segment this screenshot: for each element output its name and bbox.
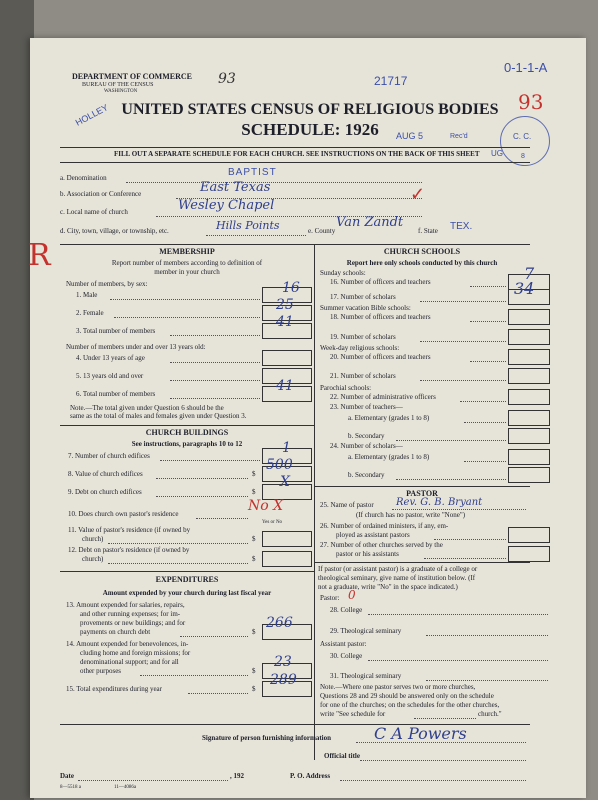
membership-heading: MEMBERSHIP: [159, 247, 215, 256]
holley-stamp: HOLLEY: [73, 102, 110, 128]
county-label: e. County: [308, 227, 336, 235]
q31-line: [426, 680, 548, 681]
dept-name: DEPARTMENT OF COMMERCE: [72, 72, 193, 81]
q24b-box: [508, 467, 550, 483]
q24a-label: a. Elementary (grades 1 to 8): [348, 453, 430, 461]
church-name-label: c. Local name of church: [60, 208, 128, 216]
q7-value: 1: [282, 440, 291, 456]
q15-value: 289: [270, 672, 297, 688]
q14-value: 23: [274, 654, 292, 670]
membership-intro-1: Report number of members according to definition of: [111, 259, 263, 267]
q26-label-2: ployed as assistant pastors: [336, 531, 410, 539]
state-label: f. State: [418, 227, 438, 235]
q14-dollar: $: [252, 667, 256, 675]
q14-label-2: cluding home and foreign missions; for: [80, 649, 191, 657]
pastor-grad-value: 0: [348, 588, 356, 602]
weekday-label: Week-day religious schools:: [320, 344, 400, 352]
sunday-label: Sunday schools:: [320, 269, 366, 277]
q13-label-4: payments on church debt: [80, 628, 151, 636]
q16-value: 7: [524, 264, 535, 283]
ident-divider: [60, 244, 530, 245]
q9-label: 9. Debt on church edifices: [68, 488, 142, 496]
q23a-line: [464, 422, 506, 423]
q9-value: X: [280, 474, 290, 490]
age-label: Number of members under and over 13 years old:: [66, 343, 206, 351]
buildings-divider: [60, 571, 314, 572]
church-name-value: Wesley Chapel: [178, 198, 275, 213]
pastor-note-1: Note.—Where one pastor serves two or more churches,: [320, 683, 476, 691]
q18-box: [508, 309, 550, 325]
buildings-sub: See instructions, paragraphs 10 to 12: [131, 440, 243, 448]
state-value: TEX.: [450, 221, 473, 232]
q19-line: [420, 341, 506, 342]
membership-divider: [60, 425, 314, 426]
red-checkmark: ✓: [410, 184, 426, 204]
received-label: Rec'd: [450, 133, 468, 140]
schools-divider: [314, 486, 530, 487]
association-value: East Texas: [200, 180, 271, 195]
schools-sub: Report here only schools conducted by this church: [346, 259, 498, 267]
q10-hint: Yes or No: [262, 520, 283, 525]
q30-line: [368, 660, 548, 661]
association-label: b. Association or Conference: [60, 190, 142, 198]
q13-value: 266: [266, 615, 293, 631]
q9-dollar: $: [252, 488, 256, 496]
q26-label-1: 26. Number of ordained ministers, if any, em-: [320, 522, 449, 530]
instructions-divider: [60, 162, 530, 163]
q19-box: [508, 329, 550, 345]
date-line: [78, 780, 228, 781]
margin-mark-r: R: [28, 238, 51, 273]
q30-label: 30. College: [330, 652, 363, 660]
date-year: , 192: [230, 772, 244, 780]
q25-hint: (If church has no pastor, write "None"): [356, 511, 466, 519]
q5-line: [170, 380, 260, 381]
q16-label: 16. Number of officers and teachers: [330, 278, 431, 286]
q12-box: [262, 551, 312, 567]
q8-value: 500: [266, 457, 293, 473]
received-date-stamp: AUG 5: [396, 131, 424, 141]
background-strip: [0, 0, 34, 800]
q3-label: 3. Total number of members: [76, 327, 156, 335]
q2-value: 25: [276, 297, 294, 313]
q29-line: [426, 635, 548, 636]
q11-dollar: $: [252, 535, 256, 543]
aug-stamp: UG: [491, 149, 503, 158]
q4-box: [262, 350, 312, 366]
q15-label: 15. Total expenditures during year: [66, 685, 162, 693]
signature-value: C A Powers: [374, 724, 467, 743]
q10-value: No X: [248, 498, 284, 514]
pastor-note-5: church.": [478, 710, 502, 718]
q12-label-2: church): [82, 555, 104, 563]
q18-line: [470, 321, 506, 322]
q7-label: 7. Number of church edifices: [68, 452, 150, 460]
q10-label: 10. Does church own pastor's residence: [68, 510, 179, 518]
q24a-box: [508, 449, 550, 465]
pastor-heading: PASTOR: [406, 489, 438, 498]
q27-label-2: pastor or his assistants: [336, 550, 399, 558]
q27-box: [508, 546, 550, 562]
q14-line: [140, 675, 248, 676]
denomination-value: BAPTIST: [228, 167, 277, 178]
q22-box: [508, 389, 550, 405]
stamp-number: 21717: [374, 74, 408, 88]
q14-label-4: other purposes: [80, 667, 122, 675]
q28-line: [368, 614, 548, 615]
q8-dollar: $: [252, 470, 256, 478]
q4-line: [170, 362, 260, 363]
expenditures-heading: EXPENDITURES: [155, 575, 219, 584]
q26-box: [508, 527, 550, 543]
city-line: [206, 235, 306, 236]
pastor-note-line: [414, 718, 476, 719]
q6-line: [170, 398, 260, 399]
pastor-subheading: Pastor:: [320, 594, 340, 602]
q20-label: 20. Number of officers and teachers: [330, 353, 431, 361]
q27-label-1: 27. Number of other churches served by the: [320, 541, 443, 549]
asst-subheading: Assistant pastor:: [320, 640, 367, 648]
q23a-label: a. Elementary (grades 1 to 8): [348, 414, 430, 422]
city-label: d. City, town, village, or township, etc.: [60, 227, 169, 235]
q11-label-2: church): [82, 535, 104, 543]
q13-dollar: $: [252, 628, 256, 636]
q26-line: [434, 539, 506, 540]
q23b-label: b. Secondary: [348, 432, 385, 440]
membership-note-2: same as the total of males and females given under Question 3.: [70, 412, 247, 420]
pastor-note-3: for one of the churches; on the schedules for the other churches,: [320, 701, 500, 709]
q23a-box: [508, 410, 550, 426]
q23-label: 23. Number of teachers—: [330, 403, 403, 411]
q14-label-3: denominational support; and for all: [80, 658, 179, 666]
q13-label-2: and other running expenses; for im-: [80, 610, 181, 618]
q13-label-1: 13. Amount expended for salaries, repairs,: [66, 601, 185, 609]
instructions: FILL OUT A SEPARATE SCHEDULE FOR EACH CHURCH. SEE INSTRUCTIONS ON THE BACK OF THIS SHEET: [114, 150, 480, 158]
form-title: UNITED STATES CENSUS OF RELIGIOUS BODIES: [121, 101, 499, 118]
q22-label: 22. Number of administrative officers: [330, 393, 436, 401]
denomination-line: [126, 182, 422, 183]
q4-label: 4. Under 13 years of age: [76, 354, 145, 362]
q13-label-3: provements or new buildings; and for: [80, 619, 186, 627]
q14-label-1: 14. Amount expended for benevolences, in-: [66, 640, 189, 648]
graduate-note-2: theological seminary, give name of institution below. (If: [318, 574, 476, 582]
membership-intro-2: member in your church: [154, 268, 220, 276]
official-title-line: [360, 760, 526, 761]
census-schedule-sheet: [30, 38, 586, 798]
q25-label: 25. Name of pastor: [320, 501, 374, 509]
q1-label: 1. Male: [76, 291, 98, 299]
graduate-note-1: If pastor (or assistant pastor) is a graduate of a college or: [318, 565, 478, 573]
cc-stamp: C. C.: [513, 132, 532, 141]
form-code-2: 11—4086a: [114, 785, 137, 790]
q13-line: [180, 636, 248, 637]
form-code-1: 8—5518 a: [60, 785, 81, 790]
cc-stamp-circle: [500, 116, 550, 166]
county-value: Van Zandt: [336, 215, 404, 230]
q17-value: 34: [514, 279, 535, 298]
q17-label: 17. Number of scholars: [330, 293, 396, 301]
q25-line: [392, 509, 526, 510]
q20-box: [508, 349, 550, 365]
q2-line: [114, 317, 260, 318]
pastor-note-4: write "See schedule for: [320, 710, 386, 718]
q8-label: 8. Value of church edifices: [68, 470, 143, 478]
q3-value: 41: [276, 314, 294, 330]
expenditures-sub: Amount expended by your church during last fiscal year: [102, 589, 272, 597]
q24b-line: [396, 479, 506, 480]
q23b-box: [508, 428, 550, 444]
q25-value: Rev. G. B. Bryant: [396, 497, 483, 508]
handwritten-number: 93: [218, 71, 236, 87]
city-value: Hills Points: [216, 219, 280, 232]
q24-label: 24. Number of scholars—: [330, 442, 403, 450]
q1-value: 16: [282, 280, 300, 296]
q9-line: [156, 496, 248, 497]
q29-label: 29. Theological seminary: [330, 627, 402, 635]
buildings-heading: CHURCH BUILDINGS: [145, 428, 229, 437]
column-divider: [314, 244, 315, 760]
graduate-note-3: not a graduate, write "No" in the space indicated.): [318, 583, 458, 591]
q15-line: [188, 693, 248, 694]
red-number: 93: [518, 90, 544, 114]
q10-line: [196, 518, 248, 519]
cc-number: 8: [521, 153, 525, 160]
q12-line: [108, 563, 248, 564]
official-title-label: Official title: [324, 752, 360, 760]
q12-dollar: $: [252, 555, 256, 563]
q2-label: 2. Female: [76, 309, 104, 317]
q5-label: 5. 13 years old and over: [76, 372, 144, 380]
q3-line: [170, 335, 260, 336]
q7-line: [160, 460, 260, 461]
q17-line: [420, 301, 506, 302]
q6-label: 6. Total number of members: [76, 390, 156, 398]
parochial-label: Parochial schools:: [320, 384, 372, 392]
header-divider: [60, 147, 530, 148]
po-address-line: [340, 780, 526, 781]
sex-label: Number of members, by sex:: [66, 280, 148, 288]
q8-line: [156, 478, 248, 479]
q1-line: [110, 299, 260, 300]
q12-label-1: 12. Debt on pastor's residence (if owned by: [68, 546, 190, 554]
pastor-divider: [314, 562, 530, 563]
signature-label: Signature of person furnishing information: [202, 734, 331, 742]
q24b-label: b. Secondary: [348, 471, 385, 479]
q21-line: [420, 380, 506, 381]
bureau-name: BUREAU OF THE CENSUS: [82, 82, 154, 88]
q21-label: 21. Number of scholars: [330, 372, 396, 380]
q28-label: 28. College: [330, 606, 363, 614]
q22-line: [460, 401, 506, 402]
q31-label: 31. Theological seminary: [330, 672, 402, 680]
q11-box: [262, 531, 312, 547]
q6-value: 41: [276, 378, 294, 394]
po-address-label: P. O. Address: [290, 772, 331, 780]
membership-note-1: Note.—The total given under Question 6 should be the: [70, 404, 224, 412]
q16-line: [470, 286, 506, 287]
denomination-label: a. Denomination: [60, 174, 107, 182]
q18-label: 18. Number of officers and teachers: [330, 313, 431, 321]
pastor-note-2: Questions 28 and 29 should be answered only on the schedule: [320, 692, 494, 700]
q21-box: [508, 368, 550, 384]
code-stamp: 0-1-1-A: [504, 60, 548, 75]
q19-label: 19. Number of scholars: [330, 333, 396, 341]
city-name: WASHINGTON: [104, 89, 138, 94]
q27-line: [424, 558, 506, 559]
q23b-line: [396, 440, 506, 441]
q11-label-1: 11. Value of pastor's residence (if owned by: [68, 526, 191, 534]
q20-line: [470, 361, 506, 362]
form-subtitle: SCHEDULE: 1926: [241, 120, 379, 139]
summer-label: Summer vacation Bible schools:: [320, 304, 411, 312]
date-label: Date: [60, 772, 74, 780]
q24a-line: [464, 461, 506, 462]
schools-heading: CHURCH SCHOOLS: [383, 247, 461, 256]
q11-line: [108, 543, 248, 544]
q15-dollar: $: [252, 685, 256, 693]
